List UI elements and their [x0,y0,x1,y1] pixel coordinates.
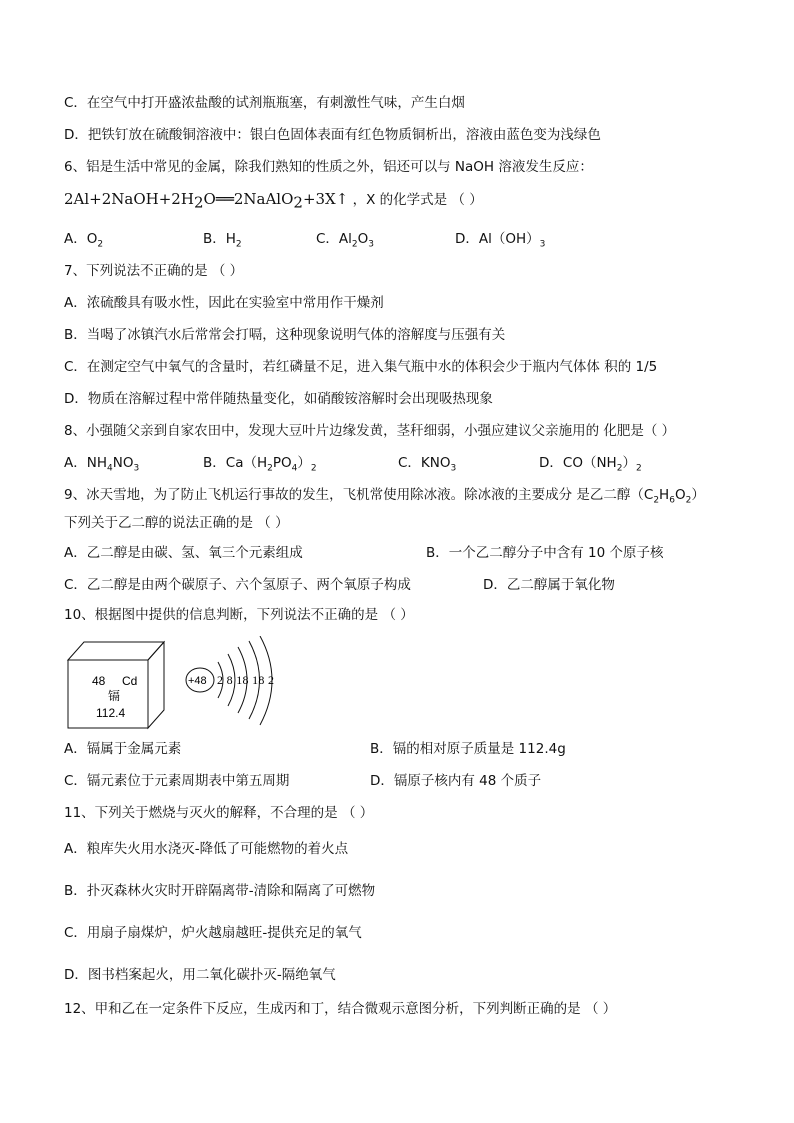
q11-option-c: C．用扇子扇煤炉，炉火越扇越旺-提供充足的氧气 [64,925,362,941]
option-sub: 2 [267,463,273,474]
equation-part: 2Al+2NaOH+2H [64,190,194,208]
formula-sub: 6 [669,495,675,506]
q5-option-c: C．在空气中打开盛浓盐酸的试剂瓶瓶塞，有刺激性气味，产生白烟 [64,95,465,111]
equation-tail: ，X 的化学式是 （ ） [352,192,483,208]
equation-sub: 2 [293,193,303,212]
q11-option-d: D．图书档案起火，用二氧化碳扑灭-隔绝氧气 [64,967,336,983]
option-sub: 2 [97,239,104,250]
option-sub: 3 [450,463,457,474]
q8-option-c [398,454,456,478]
q10-stem: 10、根据图中提供的信息判断，下列说法不正确的是 （ ） [64,607,414,623]
q7-option-d: D．物质在溶解过程中常伴随热量变化，如硝酸铵溶解时会出现吸热现象 [64,391,493,407]
q6-option-c [316,230,374,254]
option-text: A．NH [64,455,107,471]
equation-sub: 2 [193,193,204,212]
option-sub: 2 [635,463,642,474]
q9-option-b: B．一个乙二醇分子中含有 10 个原子核 [426,545,664,561]
q8-option-a [64,454,139,478]
q7-stem: 7、下列说法不正确的是 （ ） [64,263,244,279]
q6-option-b [203,230,242,254]
nucleus-charge: +48 [188,675,207,687]
q6-equation [64,190,483,212]
option-text: ） [297,455,311,471]
q5-option-d: D．把铁钉放在硫酸铜溶液中：银白色固体表面有红色物质铜析出，溶液由蓝色变为浅绿色 [64,127,601,143]
q10-option-c: C．镉元素位于元素周期表中第五周期 [64,773,290,789]
q7-option-a: A．浓硫酸具有吸水性，因此在实验室中常用作干燥剂 [64,295,384,311]
q8-option-b [203,454,317,478]
option-sub: 2 [351,239,358,250]
q9-option-a: A．乙二醇是由碳、氢、氧三个元素组成 [64,545,303,561]
q7-option-c: C．在测定空气中氧气的含量时，若红磷量不足，进入集气瓶中水的体积会少于瓶内气体体 积的 1/5 [64,359,658,375]
q10-option-d: D．镉原子核内有 48 个质子 [370,773,542,789]
q9-stem-line1 [64,486,705,510]
equation-part: O══2NaAlO [203,190,294,208]
q11-option-a: A．粮库失火用水浇灭-降低了可能燃物的着火点 [64,841,349,857]
option-sub: 4 [291,463,298,474]
option-text: ） [622,455,636,471]
formula-sub: 2 [685,495,692,506]
q9-option-c: C．乙二醇是由两个碳原子、六个氢原子、两个氧原子构成 [64,577,411,593]
q10-option-a: A．镉属于金属元素 [64,741,182,757]
stem-text: 9、冰天雪地，为了防止飞机运行事故的发生，飞机常使用除冰液。除冰液的主要成分 是乙二醇（C [64,487,654,503]
stem-text: O [674,487,686,503]
q6-option-d [455,230,545,254]
q7-option-b: B．当喝了冰镇汽水后常常会打嗝，这种现象说明气体的溶解度与压强有关 [64,327,506,343]
q11-option-b: B．扑灭森林火灾时开辟隔离带-清除和隔离了可燃物 [64,883,376,899]
cadmium-figure [66,636,296,732]
electron-counts: 2 8 18 18 2 [217,673,275,687]
q6-option-a [64,230,103,254]
q10-option-b: B．镉的相对原子质量是 112.4g [370,741,566,757]
option-text: NO [112,455,134,471]
formula-sub: 2 [653,495,660,506]
equation-part: +3X↑ [302,190,349,208]
option-text: O [357,231,369,247]
atomic-mass: 112.4 [96,706,126,720]
q11-stem: 11、下列关于燃烧与灭火的解释，不合理的是 （ ） [64,805,374,821]
stem-text: H [659,487,670,503]
option-text: C．Al [316,231,352,247]
q8-stem: 8、小强随父亲到自家农田中，发现大豆叶片边缘发黄，茎秆细弱，小强应建议父亲施用的 化肥是（ ） [64,423,676,439]
option-text: PO [272,455,292,471]
element-name: 镉 [108,689,121,703]
option-sub: 2 [235,239,242,250]
option-sub: 3 [539,239,546,250]
option-sub: 3 [368,239,375,250]
option-text: D．CO（NH [539,455,617,471]
option-text: A．O [64,231,98,247]
option-sub: 4 [107,463,113,474]
q8-option-d [539,454,642,478]
option-sub: 2 [616,463,623,474]
element-symbol: Cd [122,674,138,688]
q12-stem: 12、甲和乙在一定条件下反应，生成丙和丁，结合微观示意图分析，下列判断正确的是 （ ） [64,1001,617,1017]
option-text: C．KNO [398,455,451,471]
option-sub: 3 [133,463,140,474]
option-sub: 2 [310,463,317,474]
q6-stem: 6、铝是生活中常见的金属，除我们熟知的性质之外，铝还可以与 NaOH 溶液发生反应： [64,159,593,175]
option-text: B．Ca（H [203,455,268,471]
option-text: B．H [203,231,236,247]
q9-option-d: D．乙二醇属于氧化物 [483,577,615,593]
stem-text: ） [691,487,705,503]
q9-stem-line2: 下列关于乙二醇的说法正确的是 （ ） [64,515,289,531]
option-text: D．Al（OH） [455,231,540,247]
atomic-number: 48 [92,674,106,688]
cadmium-diagram [66,636,296,732]
